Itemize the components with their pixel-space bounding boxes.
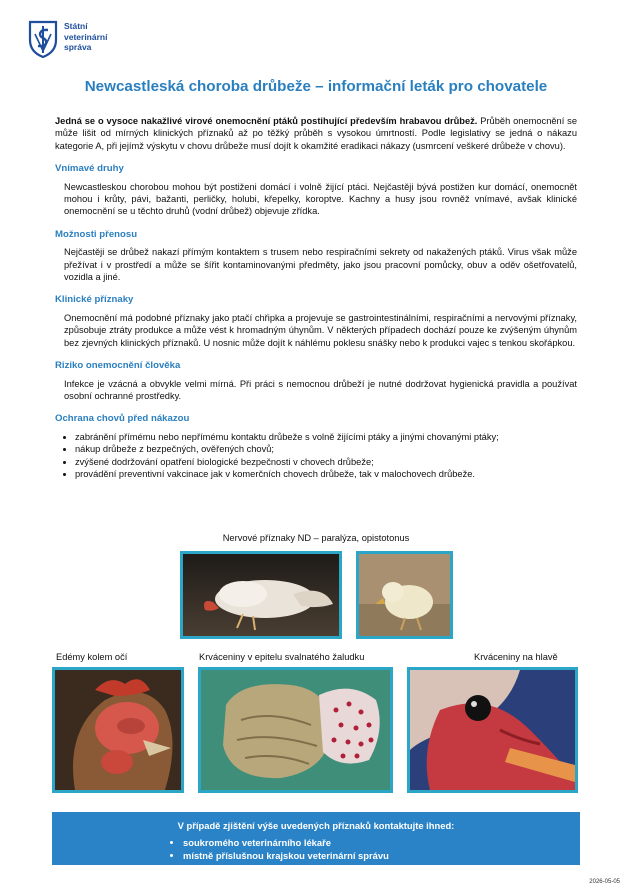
leaflet-body	[55, 115, 577, 480]
section-heading: Možnosti přenosu	[55, 228, 138, 240]
section-text: Nejčastěji se drůbež nakazí přímým kontaktem s trusem nebo respiračními sekrety od nakažených ptáků. Virus však může přežívat i v prostředí a může se šířit kontaminovanými předměty, jako jsou pracovní pomůcky, obuv a oděv ošetřovatelů, vozidla a jiné.	[64, 247, 577, 283]
list-item: • provádění preventivní vakcinace jak v komerčních chovech drůbeže, tak v malochovech drůbeže.	[75, 468, 577, 480]
caption-eyes: Edémy kolem očí	[56, 652, 128, 662]
page-title: Newcastleská choroba drůbeže – informační leták pro chovatele	[84, 78, 548, 95]
photo-eye-edema	[52, 667, 184, 793]
section-heading: Klinické příznaky	[55, 294, 134, 306]
photo-opisthotonus	[356, 551, 453, 639]
caption-head: Krváceniny na hlavě	[474, 652, 558, 662]
photo-paralysis	[180, 551, 342, 639]
list-item: • zvýšené dodržování opatření biologické bezpečnosti v chovech drůbeže;	[75, 456, 577, 468]
svs-shield-icon	[28, 20, 58, 58]
logo-text	[64, 21, 107, 53]
photo-stomach-hemorrhage	[198, 667, 393, 793]
logo-line: Státní	[64, 21, 88, 31]
section-heading: Ochrana chovů před nákazou	[55, 413, 190, 425]
photo-head-hemorrhage	[407, 667, 578, 793]
logo-line: správa	[64, 42, 92, 52]
section-heading: Vnímavé druhy	[55, 163, 124, 175]
caption-stomach: Krváceniny v epitelu svalnatého žaludku	[199, 652, 365, 662]
protection-list	[55, 431, 577, 481]
intro-paragraph	[55, 115, 577, 152]
contact-lead: V případě zjištění výše uvedených příznaků kontaktujte ihned:	[177, 820, 455, 831]
section-text: Newcastleskou chorobou mohou být postiženi domácí i volně žijící ptáci. Nejčastěji bývá postižen kur domácí, onemocnět mohou i krůty, pávi, bažanti, perličky, holubi, křepelky, koroptve. Kachny a husy jsou rovněž vnímavé, avšak klinické onemocnění se u těchto druhů (vodní drůbež) objevuje zřídka.	[64, 181, 577, 217]
contact-box	[52, 812, 580, 865]
intro-bold: Jedná se o vysoce nakažlivé virové onemocnění ptáků postihující především hrabavou drůbež.	[55, 116, 478, 126]
list-item: • nákup drůbeže z bezpečných, ověřených chovů;	[75, 443, 577, 455]
caption-nervous: Nervové příznaky ND – paralýza, opistotonus	[222, 533, 410, 543]
list-item: • soukromého veterinárního lékaře	[183, 837, 389, 850]
section-heading: Riziko onemocnění člověka	[55, 360, 181, 372]
section-text: Onemocnění má podobné příznaky jako ptačí chřipka a projevuje se gastrointestinálními, respiračními a nervovými příznaky, způsobuje ztráty produkce a může vést k hromadným úhynům. V některých případech dochází pouze ke zvýšeným úhynům bez zjevných klinických příznaků. U nosnic může dojít k náhlému poklesu snášky nebo k produkci vajec s tenkou skořápkou.	[64, 312, 577, 348]
contact-list	[169, 837, 389, 863]
list-item: • místně příslušnou krajskou veterinární správu	[183, 850, 389, 863]
svs-logo	[28, 20, 107, 58]
logo-line: veterinární	[64, 31, 108, 42]
intro-text: Průběh onemocnění se může lišit od mírných klinických příznaků až po těžký průběh s vysokou úmrtností. Podle legislativy se jedná o nákazu kategorie A, při jejímž výskytu v chovu drůbeže musí dojít k okamžité eradikaci nákazy (usmrcení veškeré drůbeže v chovu).	[55, 116, 578, 151]
section-text: Infekce je vzácná a obvykle velmi mírná. Při práci s nemocnou drůbeží je nutné dodržovat hygienická pravidla a používat osobní ochranné prostředky.	[64, 378, 577, 401]
print-date: 2026-05-05	[589, 879, 620, 885]
list-item: • zabránění přímému nebo nepřímému kontaktu drůbeže s volně žijícími ptáky a jinými chovanými ptáky;	[75, 431, 577, 443]
